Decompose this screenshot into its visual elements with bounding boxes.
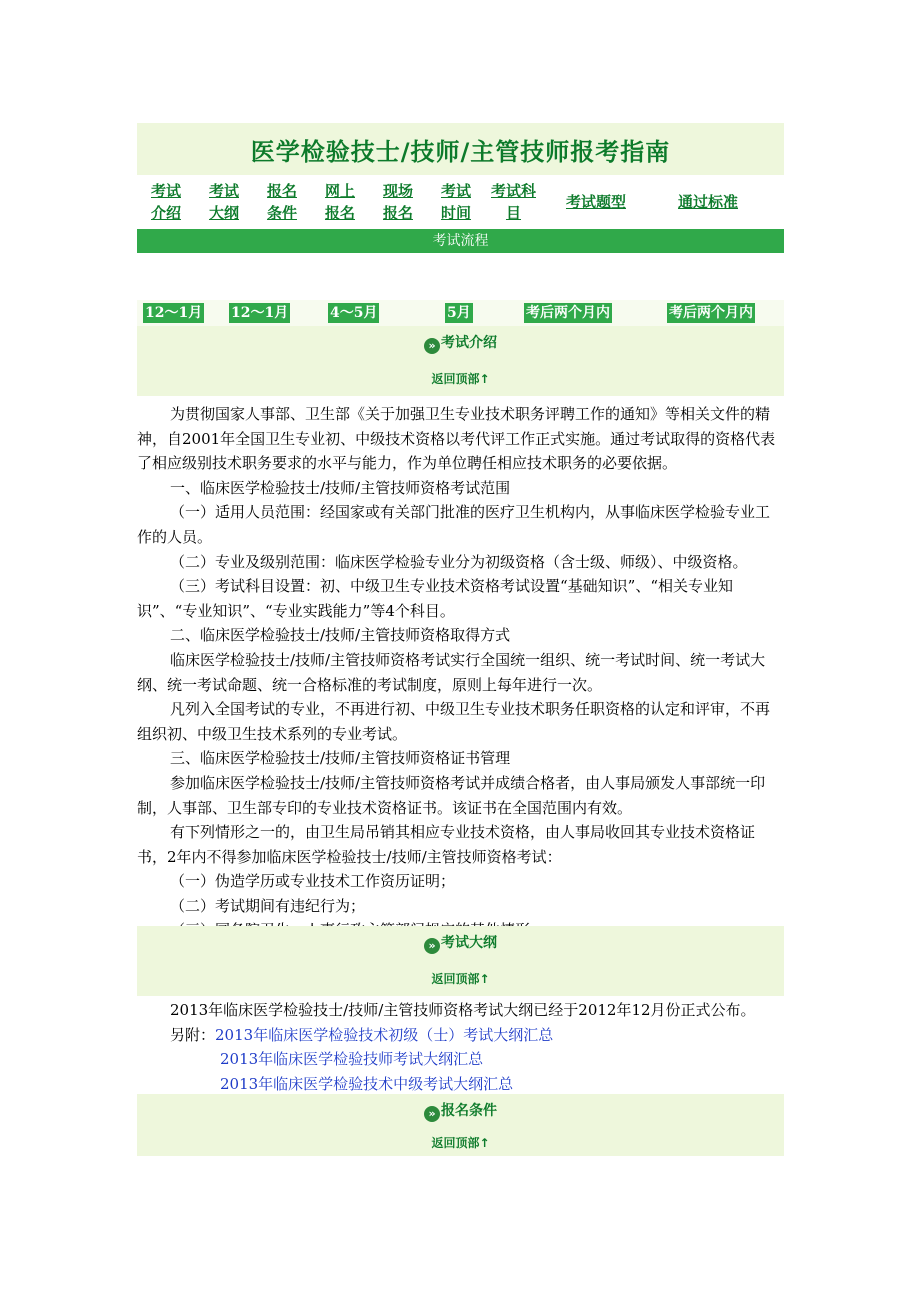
timeline-item: 4～5月 <box>330 305 378 321</box>
exam-process-bar: 考试流程 <box>137 229 784 253</box>
section-title: 考试大纲 <box>441 935 497 951</box>
outline-text: 2013年临床医学检验技士/技师/主管技师资格考试大纲已经于2012年12月份正式公布。 <box>170 1001 756 1019</box>
back-to-top-link[interactable]: 返回顶部↑ <box>431 972 490 986</box>
outline-content <box>137 996 784 1094</box>
paragraph: 一、临床医学检验技士/技师/主管技师资格考试范围 <box>170 478 511 497</box>
paragraph: （三）考试科目设置：初、中级卫生专业技术资格考试设置“基础知识”、“相关专业知识”、“专业知识”、“专业实践能力”等4个科目。 <box>137 577 734 620</box>
nav-exam-outline[interactable]: 考试 大纲 <box>208 182 239 222</box>
back-to-top-link[interactable]: 返回顶部↑ <box>431 1136 490 1150</box>
outline-link-junior[interactable]: 2013年临床医学检验技术初级（士）考试大纲汇总 <box>215 1025 554 1044</box>
flowchart-area <box>137 253 784 300</box>
timeline-item: 12～1月 <box>231 305 289 321</box>
nav-registration-conditions[interactable]: 报名 条件 <box>266 182 297 222</box>
top-nav <box>137 175 784 229</box>
paragraph: （二）考试期间有违纪行为； <box>170 896 366 915</box>
nav-exam-subjects[interactable]: 考试科 目 <box>490 182 536 222</box>
section-head-intro <box>137 326 784 396</box>
intro-content <box>137 396 784 926</box>
back-to-top-link[interactable]: 返回顶部↑ <box>431 372 490 386</box>
nav-onsite-registration[interactable]: 现场 报名 <box>382 182 413 222</box>
timeline-item: 5月 <box>447 305 471 321</box>
outline-link-intermediate[interactable]: 2013年临床医学检验技术中级考试大纲汇总 <box>220 1074 514 1093</box>
section-head-outline <box>137 926 784 996</box>
nav-exam-time[interactable]: 考试 时间 <box>440 182 471 222</box>
paragraph: 有下列情形之一的，由卫生局吊销其相应专业技术资格，由人事局收回其专业技术资格证书，2年内不得参加临床医学检验技士/技师/主管技师资格考试： <box>137 823 756 866</box>
nav-question-types[interactable]: 考试题型 <box>565 193 626 211</box>
title-band <box>137 123 784 175</box>
outline-link-technician[interactable]: 2013年临床医学检验技师考试大纲汇总 <box>220 1050 484 1069</box>
timeline-item: 考后两个月内 <box>669 305 753 321</box>
paragraph: 参加临床医学检验技士/技师/主管技师资格考试并成绩合格者，由人事局颁发人事部统一印制，人事部、卫生部专印的专业技术资格证书。该证书在全国范围内有效。 <box>137 773 766 817</box>
paragraph: （一）适用人员范围：经国家或有关部门批准的医疗卫生机构内，从事临床医学检验专业工作的人员。 <box>137 503 771 546</box>
paragraph: 凡列入全国考试的专业，不再进行初、中级卫生专业技术职务任职资格的认定和评审，不再组织初、中级卫生技术系列的专业考试。 <box>137 700 771 743</box>
timeline-row <box>137 300 784 326</box>
paragraph: 二、临床医学检验技士/技师/主管技师资格取得方式 <box>170 626 511 645</box>
nav-exam-intro[interactable]: 考试 介绍 <box>150 182 181 222</box>
double-arrow-icon: » <box>424 938 440 954</box>
paragraph: 三、临床医学检验技士/技师/主管技师资格证书管理 <box>170 749 511 768</box>
double-arrow-icon: » <box>424 1106 440 1122</box>
section-title: 考试介绍 <box>441 335 497 351</box>
timeline-item: 12～1月 <box>145 305 203 321</box>
paragraph: 临床医学检验技士/技师/主管技师资格考试实行全国统一组织、统一考试时间、统一考试大纲、统一考试命题、统一合格标准的考试制度，原则上每年进行一次。 <box>137 650 766 694</box>
paragraph: （一）伪造学历或专业技术工作资历证明； <box>170 872 456 891</box>
paragraph: （二）专业及级别范围：临床医学检验专业分为初级资格（含士级、师级）、中级资格。 <box>170 552 748 571</box>
section-head-conditions <box>137 1094 784 1156</box>
guide-page <box>137 123 784 1156</box>
page-title: 医学检验技士/技师/主管技师报考指南 <box>250 137 671 166</box>
double-arrow-icon: » <box>424 338 440 354</box>
paragraph: 为贯彻国家人事部、卫生部《关于加强卫生专业技术职务评聘工作的通知》等相关文件的精神，自2001年全国卫生专业初、中级技术资格以考代评工作正式实施。通过考试取得的资格代表了相应级别技术职务要求的水平与能力，作为单位聘任相应技术职务的必要依据。 <box>137 405 776 473</box>
timeline-item: 考后两个月内 <box>526 305 610 321</box>
nav-pass-standard[interactable]: 通过标准 <box>677 193 738 211</box>
section-title: 报名条件 <box>441 1103 497 1119</box>
attachment-prefix: 另附： <box>170 1025 216 1044</box>
nav-online-registration[interactable]: 网上 报名 <box>324 182 355 222</box>
